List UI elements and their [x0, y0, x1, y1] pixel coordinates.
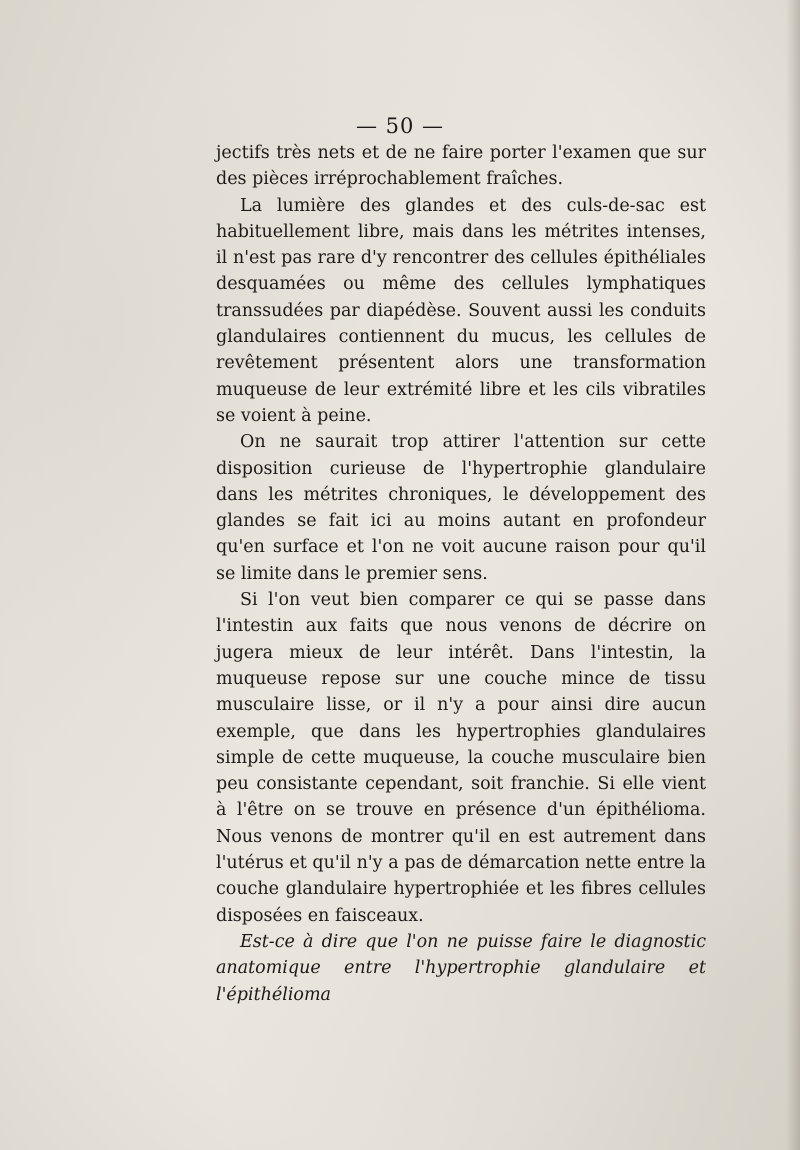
paragraph-continuation: jectifs très nets et de ne faire porter l'examen que sur des pièces irréprochablement fraîches.	[216, 143, 706, 190]
paragraph-intestin-comparaison: Si l'on veut bien comparer ce qui se passe dans l'intestin aux faits que nous venons de décrire on jugera mieux de leur intérêt. Dans l'intestin, la muqueuse repose sur une couche mince de tissu musculaire lisse, or il n'y a pour ainsi dire aucun exemple, que dans les hypertrophies glandulaires simple de cette muqueuse, la couche musculaire bien peu consistante cependant, soit franchie. Si elle vient à l'être on se trouve en présence d'un épithélioma. Nous venons de montrer qu'il en est autrement dans l'utérus et qu'il n'y a pas de démarcation nette entre la couche glandulaire hypertrophiée et les fibres cellules disposées en faisceaux.	[216, 590, 706, 926]
paragraph-diagnostic-question: Est-ce à dire que l'on ne puisse faire le diagnostic anatomique entre l'hypertrophie glandulaire et l'épithélioma	[216, 931, 706, 1005]
page-number: — 50 —	[355, 114, 445, 138]
page-text	[216, 140, 706, 1008]
paragraph-lumiere-glandes: La lumière des glandes et des culs-de-sac est habituellement libre, mais dans les métrites intenses, il n'est pas rare d'y rencontrer des cellules épithéliales desquamées ou même des cellules lymphatiques transsudées par diapédèse. Souvent aussi les conduits glandulaires contiennent du mucus, les cellules de revêtement présentent alors une transformation muqueuse de leur extrémité libre et les cils vibratiles se voient à peine.	[216, 195, 706, 426]
paragraph-hypertrophie-glandulaire: On ne saurait trop attirer l'attention sur cette disposition curieuse de l'hypertrophie glandulaire dans les métrites chroniques, le développement des glandes se fait ici au moins autant en profondeur qu'en surface et l'on ne voit aucune raison pour qu'il se limite dans le premier sens.	[216, 432, 706, 584]
page-edge-shadow	[786, 0, 800, 1150]
